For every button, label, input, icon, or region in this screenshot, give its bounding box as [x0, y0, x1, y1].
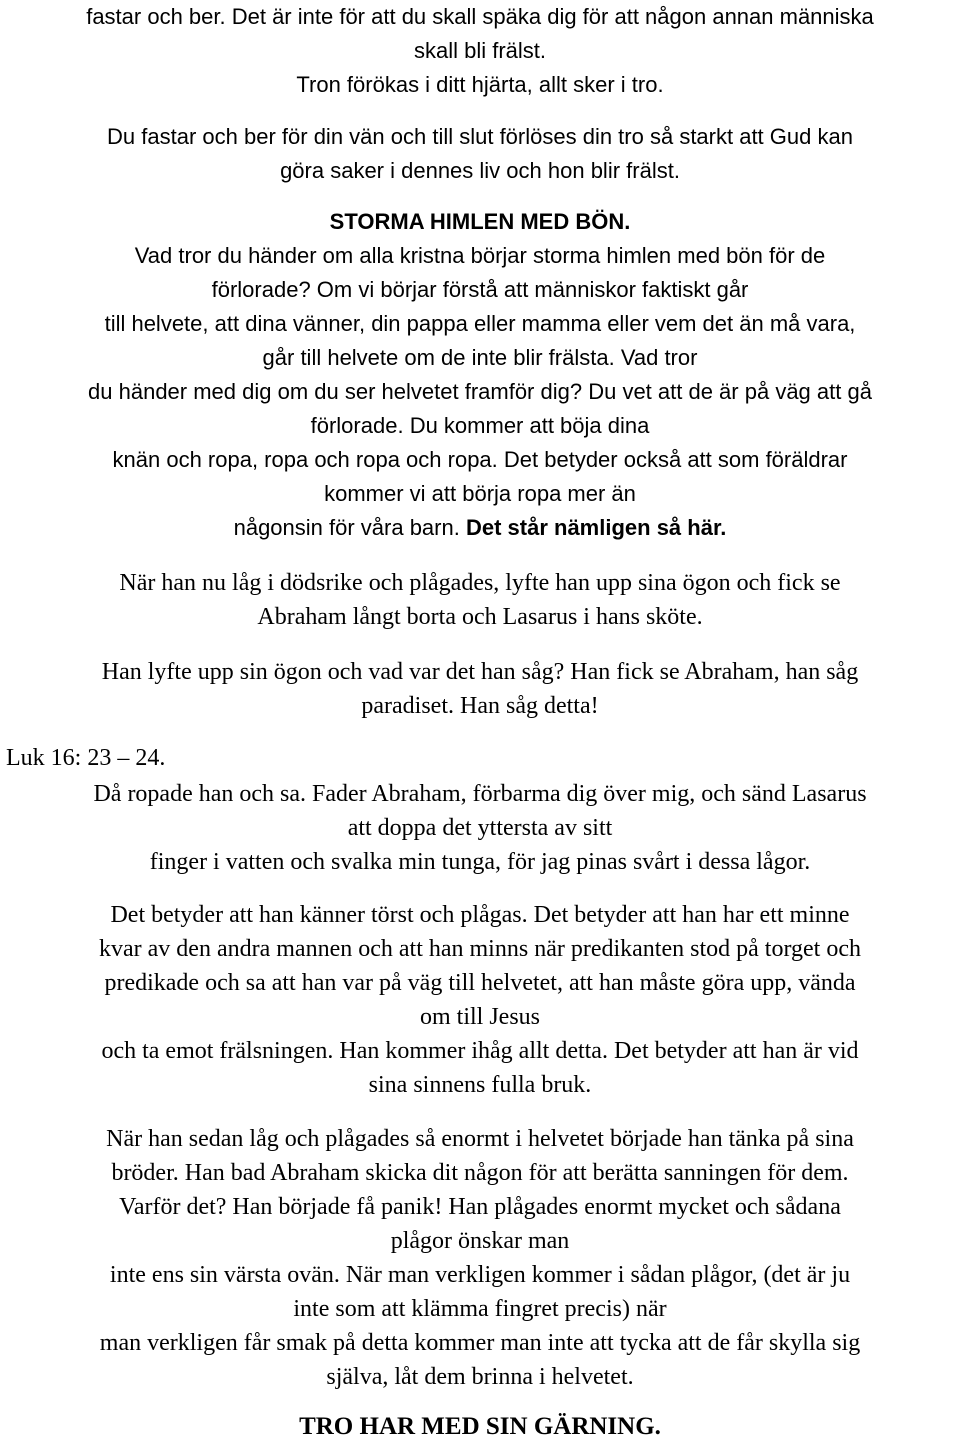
text-span: knän och ropa, ropa och ropa och ropa.: [112, 447, 498, 472]
text-line: plågor önskar man: [390, 1228, 570, 1254]
text-line: paradiset. Han såg detta!: [361, 693, 599, 719]
text-line: finger i vatten och svalka min tunga, för jag pinas svårt i dessa lågor.: [149, 849, 811, 875]
text-line: [0, 341, 960, 375]
text-line: Du fastar och ber för din vän och till slut förlöses din tro så starkt att Gud kan: [107, 124, 853, 149]
text-line: Abraham långt borta och Lasarus i hans sköte.: [257, 604, 703, 630]
text-line: Han lyfte upp sin ögon och vad var det han såg? Han fick se Abraham, han såg: [101, 659, 859, 685]
text-span: förlorade.: [310, 413, 404, 438]
text-line: skall bli frälst.: [413, 38, 547, 63]
text-span: Om vi börjar förstå att människor faktiskt går: [310, 277, 749, 302]
text-line: fastar och ber. Det är inte för att du skall späka dig för att någon annan människa: [86, 4, 874, 29]
text-line: till helvete, att dina vänner, din pappa eller mamma eller vem det än må vara,: [104, 311, 856, 336]
text-line: om till Jesus: [419, 1004, 540, 1030]
text-line: När han sedan låg och plågades så enormt i helvetet började han tänka på sina: [106, 1126, 854, 1152]
text-line: göra saker i dennes liv och hon blir frälst.: [280, 158, 680, 183]
text-line: När han nu låg i dödsrike och plågades, lyfte han upp sina ögon och fick se: [119, 570, 841, 596]
text-line: [0, 777, 960, 811]
scripture-reference: Luk 16: 23 – 24.: [6, 745, 166, 771]
text-line: kvar av den andra mannen och att han minns när predikanten stod på torget och: [99, 936, 861, 962]
text-span: Vad tror: [614, 345, 698, 370]
text-span: Du vet att de är på väg att gå: [582, 379, 872, 404]
text-span: Då ropade han och sa.: [93, 781, 307, 807]
section-heading: TRO HAR MED SIN GÄRNING.: [299, 1413, 661, 1440]
text-span: du händer med dig om du ser helvetet framför dig?: [88, 379, 583, 404]
section-heading: STORMA HIMLEN MED BÖN.: [329, 209, 631, 234]
text-line: predikade och sa att han var på väg till helvetet, att han måste göra upp, vända: [104, 970, 856, 996]
text-line: inte som att klämma fingret precis) när: [293, 1296, 667, 1322]
text-line: kommer vi att börja ropa mer än: [324, 481, 636, 506]
text-line: Det betyder att han känner törst och plågas. Det betyder att han har ett minne: [110, 902, 850, 928]
text-line: själva, låt dem brinna i helvetet.: [326, 1364, 634, 1390]
text-line: Vad tror du händer om alla kristna börjar storma himlen med bön för de: [134, 243, 826, 268]
text-span: går till helvete om de inte blir frälsta.: [262, 345, 615, 370]
bold-text-span: Det står nämligen så här.: [459, 515, 727, 540]
text-span: Fader Abraham, förbarma dig över mig, och sänd Lasarus: [306, 781, 867, 807]
text-line: och ta emot frälsningen. Han kommer ihåg allt detta. Det betyder att han är vid: [101, 1038, 859, 1064]
text-span: någonsin för våra barn.: [233, 515, 460, 540]
text-line: Tron förökas i ditt hjärta, allt sker i tro.: [296, 72, 664, 97]
text-span: Du kommer att böja dina: [403, 413, 650, 438]
text-line: Varför det? Han började få panik! Han plågades enormt mycket och sådana: [119, 1194, 841, 1220]
text-span: förlorade?: [211, 277, 311, 302]
text-line: [0, 409, 960, 443]
text-line: [0, 443, 960, 477]
text-line: inte ens sin värsta ovän. När man verkligen kommer i sådan plågor, (det är ju: [109, 1262, 851, 1288]
text-span: Det betyder också att som föräldrar: [497, 447, 848, 472]
text-line: man verkligen får smak på detta kommer man inte att tycka att de får skylla sig: [99, 1330, 861, 1356]
text-line: sina sinnens fulla bruk.: [368, 1072, 592, 1098]
text-line: [0, 375, 960, 409]
text-line: [0, 511, 960, 545]
text-line: bröder. Han bad Abraham skicka dit någon för att berätta sanningen för dem.: [111, 1160, 849, 1186]
text-line: att doppa det yttersta av sitt: [347, 815, 613, 841]
text-line: [0, 273, 960, 307]
